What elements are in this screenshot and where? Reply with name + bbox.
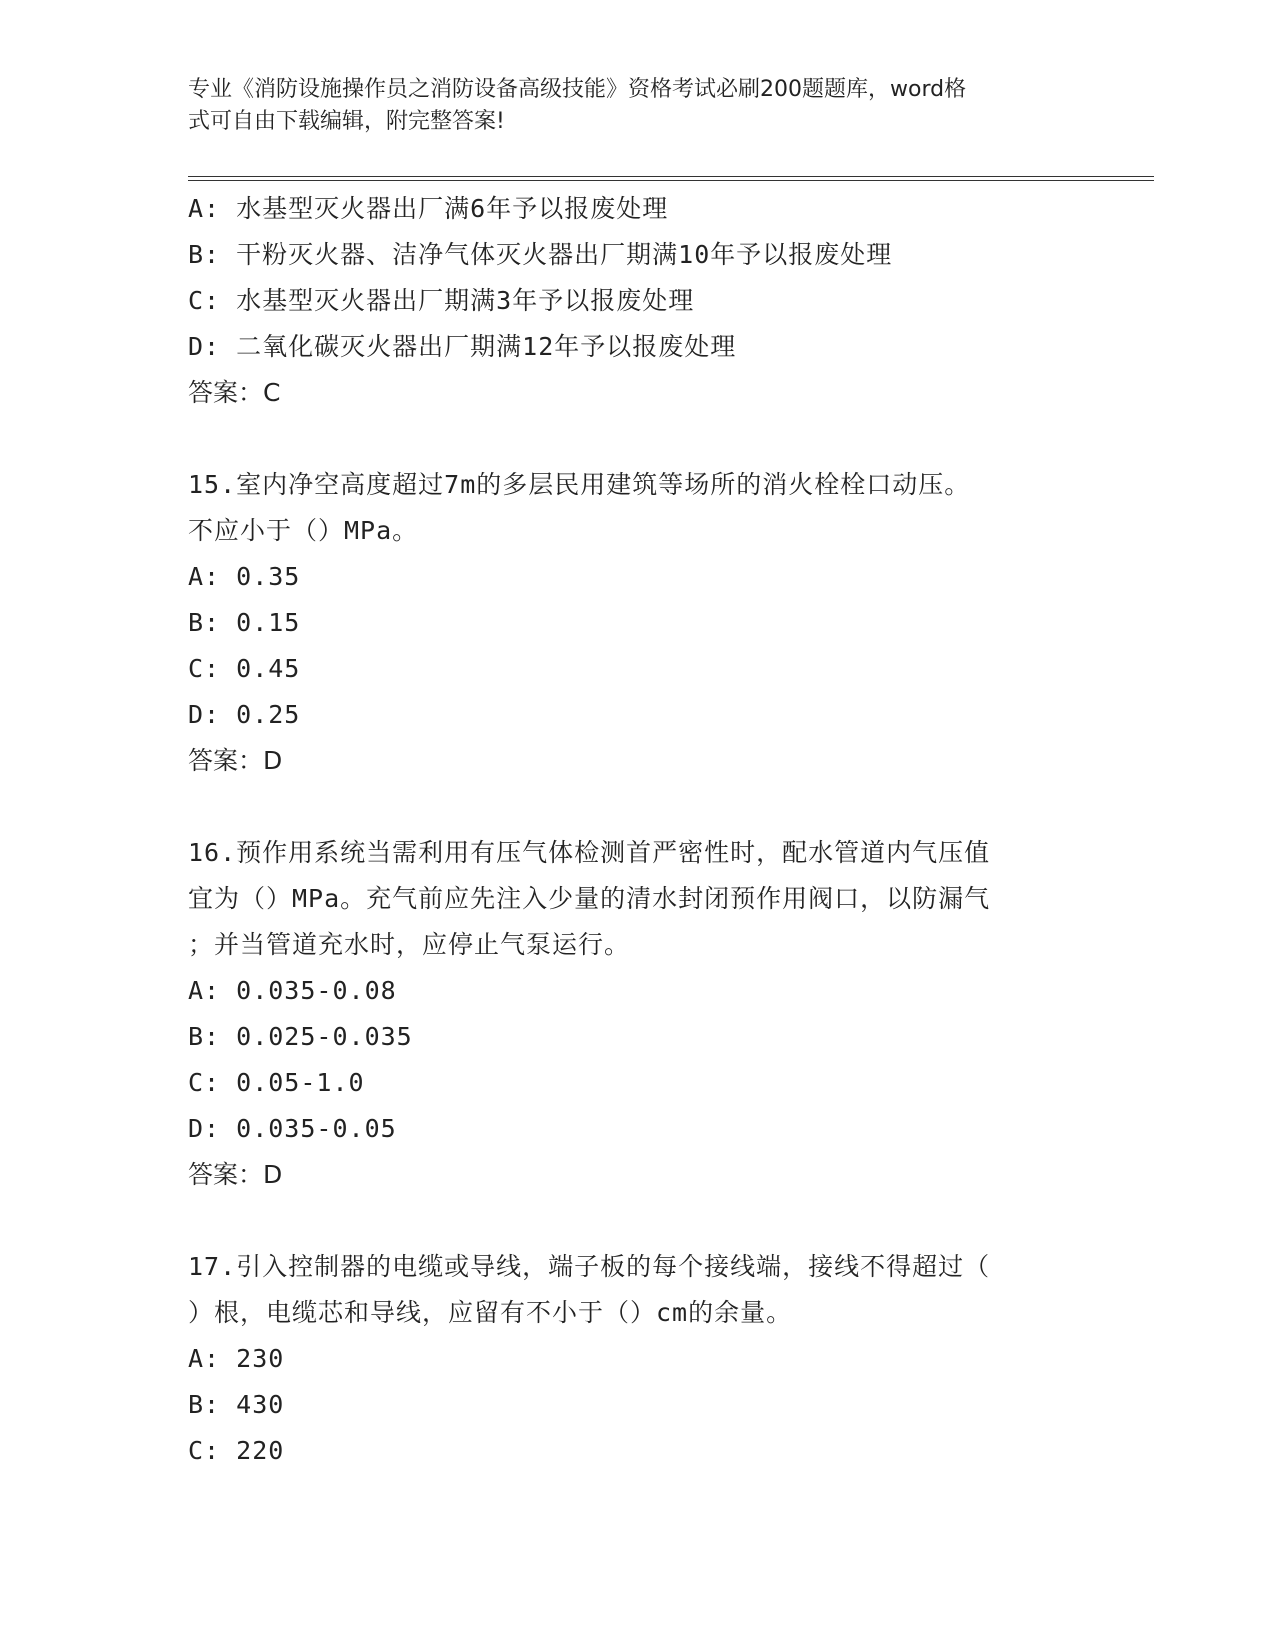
spacer [188, 784, 1088, 830]
spacer [188, 1198, 1088, 1244]
document-header [188, 74, 1068, 138]
question-stem-line: 宜为（）MPa。充气前应先注入少量的清水封闭预作用阀口，以防漏气 [188, 884, 991, 913]
answer-line: 答案：D [188, 746, 283, 775]
question-17-block [188, 1244, 1088, 1474]
question-stem-line: ；并当管道充水时，应停止气泵运行。 [188, 930, 631, 959]
question-stem-line: 15.室内净空高度超过7m的多层民用建筑等场所的消火栓栓口动压。 [188, 470, 971, 499]
option-a: A: 水基型灭火器出厂满6年予以报废处理 [188, 194, 669, 223]
option-c: C: 0.05-1.0 [188, 1068, 365, 1097]
question-stem-line: 16.预作用系统当需利用有压气体检测首严密性时，配水管道内气压值 [188, 838, 991, 867]
option-c: C: 0.45 [188, 654, 301, 683]
question-stem-line: ）根，电缆芯和导线，应留有不小于（）cm的余量。 [188, 1298, 793, 1327]
question-15-block [188, 462, 1088, 784]
option-b: B: 干粉灭火器、洁净气体灭火器出厂期满10年予以报废处理 [188, 240, 893, 269]
option-d: D: 0.035-0.05 [188, 1114, 397, 1143]
option-a: A: 230 [188, 1344, 285, 1373]
option-b: B: 0.15 [188, 608, 301, 637]
header-line-2: 式可自由下载编辑，附完整答案! [188, 109, 505, 134]
spacer [188, 416, 1088, 462]
header-divider [188, 176, 1154, 181]
question-stem-line: 17.引入控制器的电缆或导线，端子板的每个接线端，接线不得超过（ [188, 1252, 991, 1281]
option-c: C: 水基型灭火器出厂期满3年予以报废处理 [188, 286, 695, 315]
header-line-1: 专业《消防设施操作员之消防设备高级技能》资格考试必刷200题题库，word格 [188, 77, 967, 102]
answer-line: 答案：C [188, 378, 281, 407]
answer-line: 答案：D [188, 1160, 283, 1189]
option-d: D: 0.25 [188, 700, 301, 729]
question-16-block [188, 830, 1088, 1198]
option-b: B: 430 [188, 1390, 285, 1419]
option-b: B: 0.025-0.035 [188, 1022, 413, 1051]
question-list [188, 186, 1088, 1474]
option-a: A: 0.35 [188, 562, 301, 591]
option-c: C: 220 [188, 1436, 285, 1465]
option-d: D: 二氧化碳灭火器出厂期满12年予以报废处理 [188, 332, 737, 361]
question-14-block [188, 186, 1088, 416]
option-a: A: 0.035-0.08 [188, 976, 397, 1005]
question-stem-line: 不应小于（）MPa。 [188, 516, 419, 545]
